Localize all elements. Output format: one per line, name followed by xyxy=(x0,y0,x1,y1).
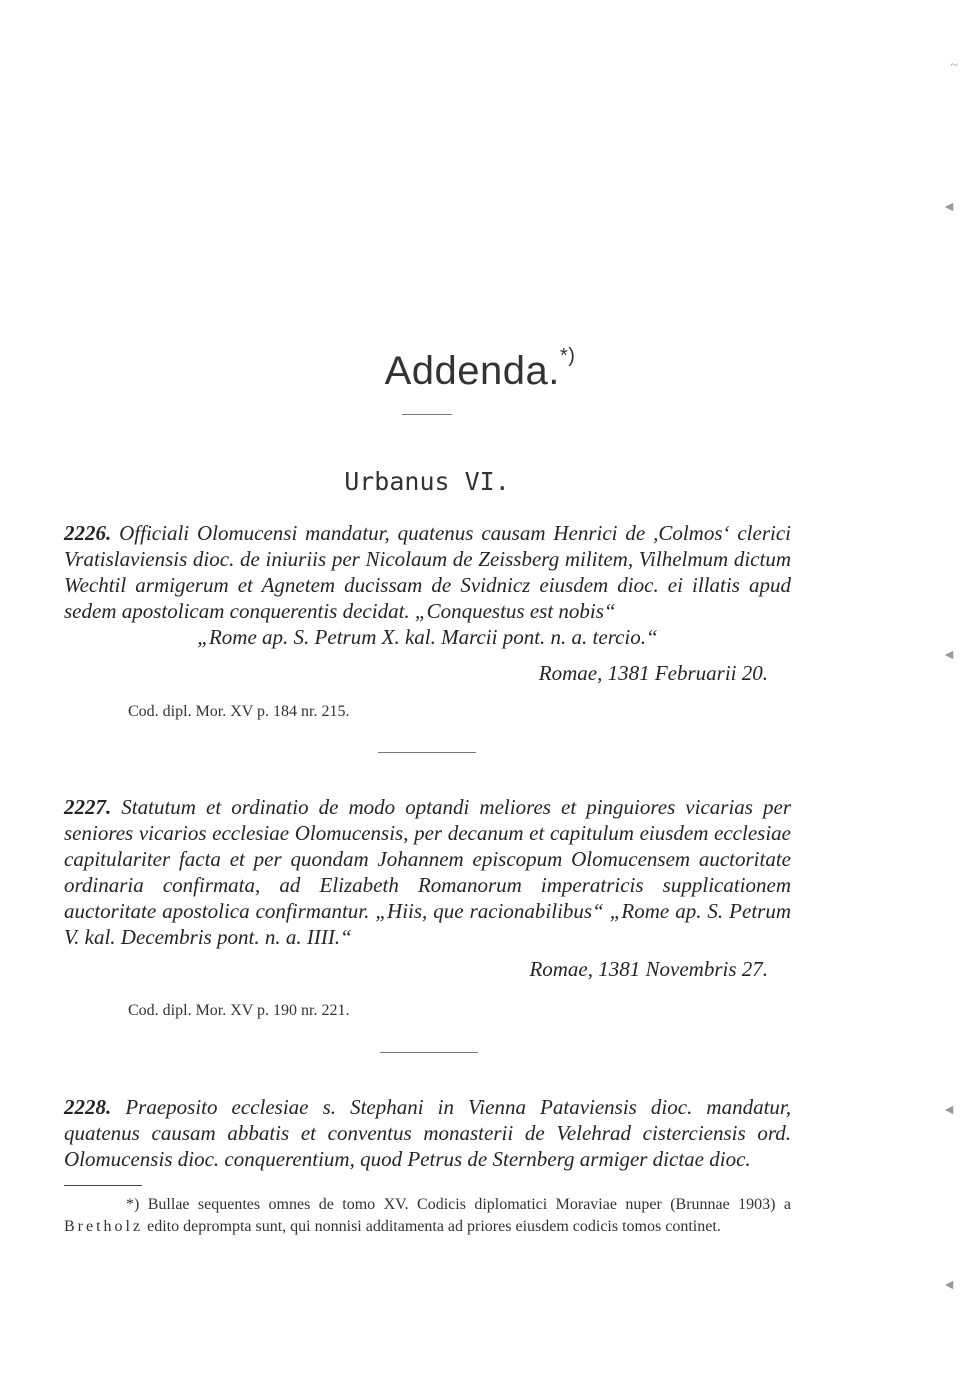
footnote-text-continued: edito deprompta sunt, qui nonnisi additamenta ad priores eiusdem codicis tomos continet. xyxy=(147,1218,721,1235)
footnote-text: Bullae sequentes omnes de tomo XV. Codicis diplomatici Moraviae nuper (Brunnae 1903) a xyxy=(147,1196,791,1213)
scan-artifact: ◄ xyxy=(942,1103,956,1118)
entry-number: 2228. xyxy=(64,1095,112,1119)
entry-citation: Cod. dipl. Mor. XV p. 190 nr. 221. xyxy=(128,1002,350,1019)
entry-date: Romae, 1381 Februarii 20. xyxy=(538,661,768,685)
page-title: Addenda.*) xyxy=(384,345,576,393)
entry-dating-clause: „Rome ap. S. Petrum X. kal. Marcii pont. n. a. tercio.“ xyxy=(197,625,658,649)
footnote xyxy=(64,1194,791,1238)
footnote-mark: *) xyxy=(126,1196,140,1213)
entry-divider xyxy=(378,752,476,753)
scan-artifact: ◄ xyxy=(942,1278,956,1293)
title-footnote-mark: *) xyxy=(559,345,576,367)
entry-number: 2226. xyxy=(64,521,112,545)
entry-divider xyxy=(380,1052,478,1053)
footnote-divider xyxy=(64,1185,142,1186)
entry-date: Romae, 1381 Novembris 27. xyxy=(529,957,768,981)
footnote-author-name: Bretholz xyxy=(64,1218,144,1235)
entry-text: Officiali Olomucensi mandatur, quatenus causam Henrici de ,Colmos‘ clerici Vratislaviensis dioc. de iniuriis per Nicolaum de Zeissberg militem, Vilhelmum dictum Wechtil armigerum et Agnetem ducissam de Svidnicz eiusdem dioc. ei illatis apud sedem apostolicam conquerentis decidat. „Conquestus est nobis“ xyxy=(64,521,792,623)
entry-citation: Cod. dipl. Mor. XV p. 184 nr. 215. xyxy=(128,703,350,720)
entry-text: Praeposito ecclesiae s. Stephani in Vienna Pataviensis dioc. mandatur, quatenus causam abbatis et conventus monasterii de Velehrad cisterciensis ord. Olomucensis dioc. conquerentium, quod Petrus de Sternberg armiger dictae dioc. xyxy=(64,1095,791,1171)
title-divider xyxy=(402,414,452,415)
entry-number: 2227. xyxy=(64,795,112,819)
entry-2226 xyxy=(64,520,791,650)
section-heading: Urbanus VI. xyxy=(344,467,510,496)
scan-artifact: ◄ xyxy=(942,648,956,663)
entry-2227 xyxy=(64,794,791,950)
scan-artifact: ◄ xyxy=(942,200,956,215)
entry-text: Statutum et ordinatio de modo optandi meliores et pinguiores vicarias per seniores vicarios ecclesiae Olomucensis, per decanum et capitulum eiusdem ecclesiae capitulariter facta et per quondam Johannem episcopum Olomucensem auctoritate ordinaria confirmata, ad Elizabeth Romanorum imperatricis supplicationem auctoritate apostolica confirmantur. „Hiis, que racionabilibus“ „Rome ap. S. Petrum V. kal. Decembris pont. n. a. IIII.“ xyxy=(64,795,791,949)
entry-2228 xyxy=(64,1094,791,1172)
scan-artifact: ~ xyxy=(950,58,958,73)
